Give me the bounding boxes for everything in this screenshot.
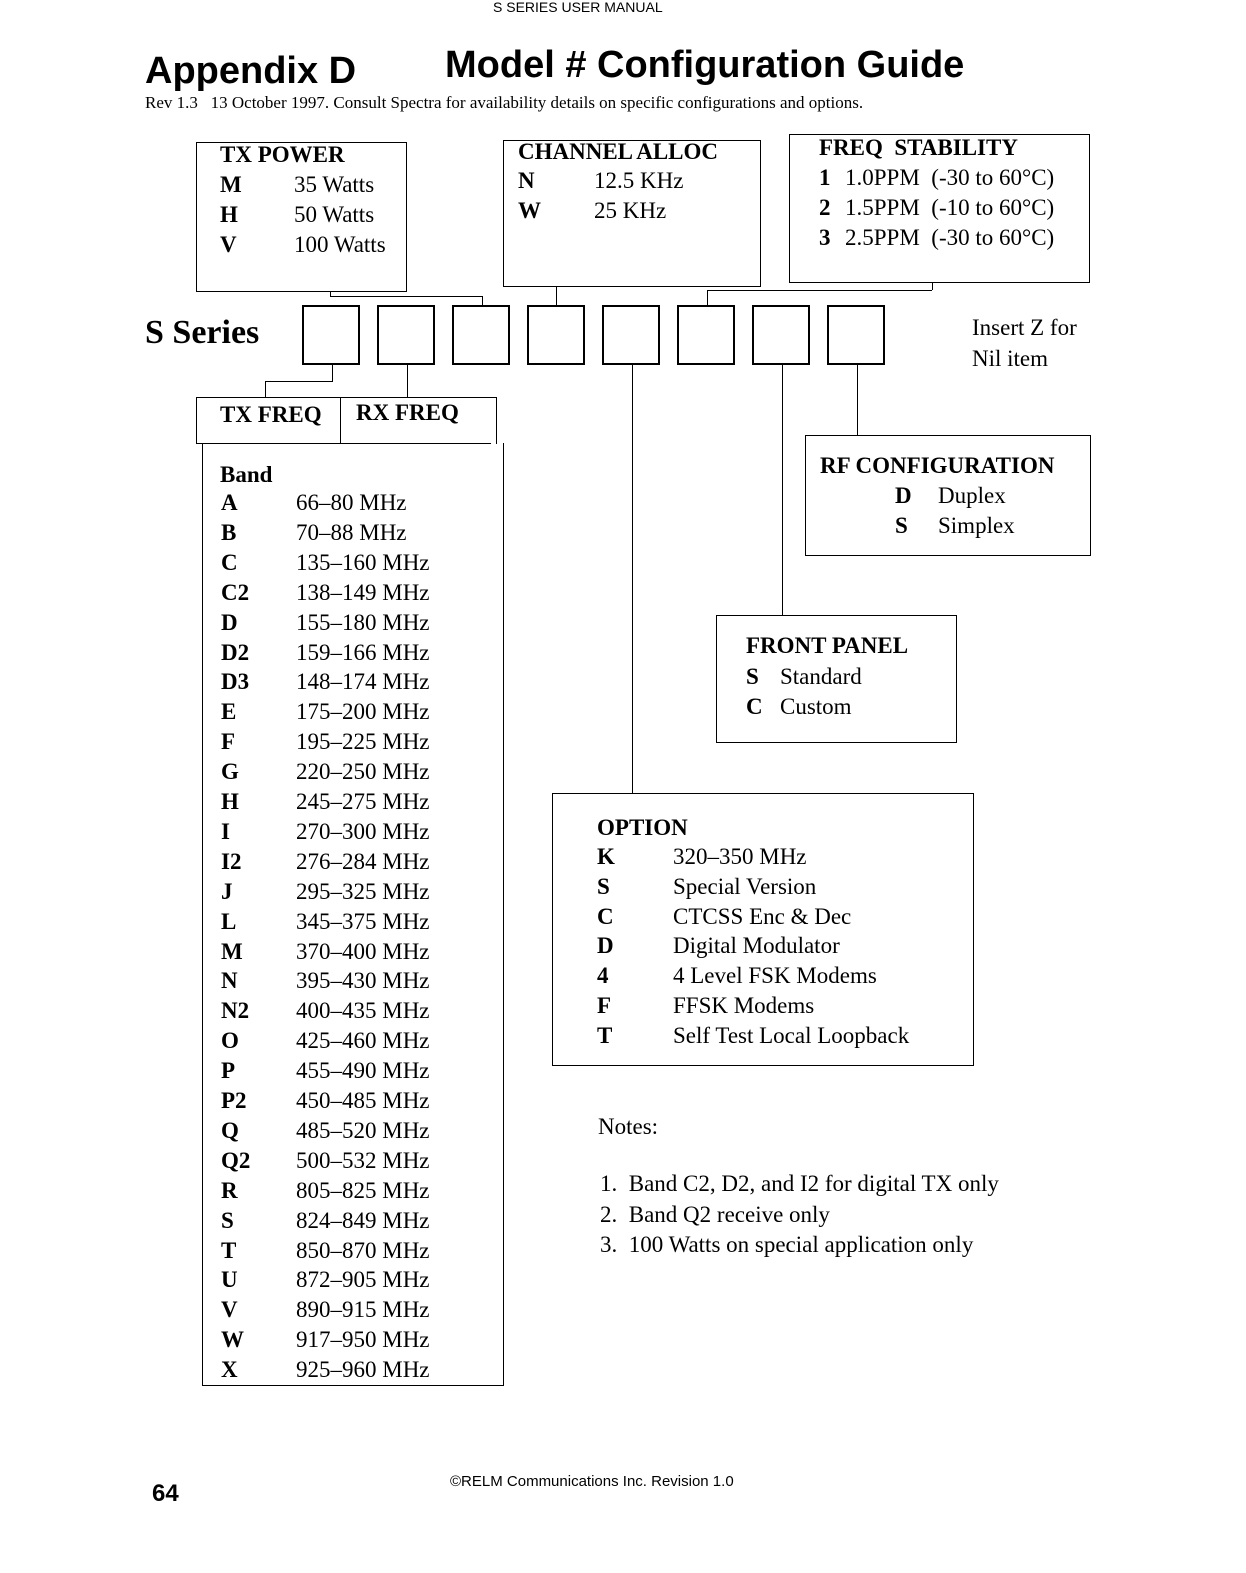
- band-range: 345–375 MHz: [296, 908, 430, 934]
- band-range: 276–284 MHz: [296, 848, 430, 874]
- band-code: X: [221, 1357, 238, 1383]
- page-number: 64: [152, 1480, 179, 1507]
- notes-title: Notes:: [598, 1114, 659, 1139]
- option-value: FFSK Modems: [673, 993, 815, 1018]
- tx-power-value: 100 Watts: [294, 232, 386, 257]
- band-code: Q2: [221, 1147, 251, 1173]
- slot-rx-freq: [377, 305, 435, 365]
- band-range: 138–149 MHz: [296, 579, 430, 605]
- option-code: S: [597, 873, 610, 899]
- rf-config-value: Duplex: [938, 483, 1006, 508]
- divider: [340, 397, 341, 443]
- option-code: K: [597, 844, 615, 869]
- band-header: Band: [220, 462, 273, 487]
- freq-stability-code: 3: [819, 225, 831, 250]
- band-range: 175–200 MHz: [296, 699, 430, 725]
- option-code: T: [597, 1022, 613, 1048]
- band-code: G: [221, 759, 239, 785]
- connector: [330, 296, 483, 297]
- tx-power-value: 50 Watts: [294, 202, 375, 227]
- option-code: C: [597, 903, 614, 929]
- band-code: T: [221, 1237, 237, 1263]
- band-range: 195–225 MHz: [296, 729, 430, 755]
- connector: [407, 365, 408, 397]
- connector: [932, 282, 933, 290]
- option-value: 4 Level FSK Modems: [673, 963, 877, 989]
- band-code: D: [221, 609, 238, 635]
- channel-alloc-title: CHANNEL ALLOC: [518, 139, 719, 164]
- series-label: S Series: [145, 314, 260, 351]
- band-code: E: [221, 699, 237, 725]
- band-range: 155–180 MHz: [296, 609, 430, 635]
- appendix-label: Appendix D: [145, 50, 357, 92]
- slot-front-panel: [752, 305, 810, 365]
- option-value: 320–350 MHz: [673, 844, 807, 869]
- freq-stability-code: 2: [819, 195, 831, 220]
- band-code: U: [221, 1267, 238, 1293]
- band-range: 148–174 MHz: [296, 669, 430, 695]
- band-code: H: [221, 789, 239, 814]
- connector: [857, 365, 858, 436]
- band-range: 850–870 MHz: [296, 1237, 430, 1263]
- option-value: Digital Modulator: [673, 933, 840, 959]
- band-code: L: [221, 908, 237, 934]
- tx-power-title: TX POWER: [220, 142, 345, 167]
- freq-stability-value: 1.0PPM (-30 to 60°C): [845, 165, 1055, 190]
- connector: [482, 296, 483, 305]
- option-value: Self Test Local Loopback: [673, 1022, 910, 1048]
- revision-note: Rev 1.3 13 October 1997. Consult Spectra for availability details on specific configurations and options.: [145, 93, 864, 112]
- band-range: 159–166 MHz: [296, 639, 430, 665]
- rf-config-value: Simplex: [938, 513, 1015, 538]
- band-code: P: [221, 1058, 236, 1084]
- band-range: 70–88 MHz: [296, 519, 407, 545]
- channel-alloc-value: 25 KHz: [594, 198, 667, 223]
- band-code: Q: [221, 1117, 239, 1143]
- band-range: 485–520 MHz: [296, 1117, 430, 1143]
- tx-power-value: 35 Watts: [294, 172, 375, 197]
- band-range: 455–490 MHz: [296, 1058, 430, 1084]
- band-code: N2: [221, 998, 250, 1024]
- band-code: R: [221, 1177, 238, 1203]
- band-range: 824–849 MHz: [296, 1207, 430, 1233]
- band-range: 220–250 MHz: [296, 759, 430, 785]
- band-range: 135–160 MHz: [296, 549, 430, 575]
- band-code: B: [221, 519, 237, 545]
- running-header: S SERIES USER MANUAL: [493, 0, 663, 15]
- connector: [265, 381, 266, 397]
- slot-rf-config: [827, 305, 885, 365]
- freq-stability-value: 2.5PPM (-30 to 60°C): [845, 225, 1055, 250]
- band-code: J: [221, 878, 233, 904]
- front-panel-code: S: [746, 664, 759, 689]
- connector: [707, 290, 708, 305]
- band-range: 295–325 MHz: [296, 878, 430, 904]
- connector: [632, 365, 633, 793]
- band-code: P2: [221, 1088, 247, 1113]
- band-range: 890–915 MHz: [296, 1297, 430, 1323]
- band-code: D2: [221, 639, 250, 665]
- slot-channel-alloc: [527, 305, 585, 365]
- rf-config-title: RF CONFIGURATION: [820, 453, 1055, 478]
- option-value: CTCSS Enc & Dec: [673, 903, 852, 929]
- band-range: 872–905 MHz: [296, 1267, 430, 1293]
- option-code: 4: [597, 963, 609, 989]
- slot-option: [602, 305, 660, 365]
- band-code: N: [221, 968, 238, 994]
- band-range: 370–400 MHz: [296, 938, 430, 964]
- front-panel-value: Custom: [780, 694, 852, 719]
- slot-tx-freq: [302, 305, 360, 365]
- connector: [265, 381, 332, 382]
- option-code: D: [597, 933, 614, 959]
- connector: [556, 286, 557, 305]
- freq-stability-code: 1: [819, 165, 831, 190]
- rf-config-code: S: [895, 513, 908, 538]
- page-title: Model # Configuration Guide: [445, 44, 965, 86]
- band-range: 425–460 MHz: [296, 1028, 430, 1054]
- option-value: Special Version: [673, 873, 817, 899]
- freq-stability-title: FREQ STABILITY: [819, 135, 1018, 160]
- slot-tx-power: [452, 305, 510, 365]
- copyright: ©RELM Communications Inc. Revision 1.0: [450, 1473, 734, 1490]
- note-2: 2. Band Q2 receive only: [600, 1202, 830, 1227]
- option-title: OPTION: [597, 815, 688, 840]
- band-code: S: [221, 1207, 234, 1233]
- option-code: F: [597, 993, 612, 1018]
- band-range: 917–950 MHz: [296, 1327, 430, 1353]
- band-range: 805–825 MHz: [296, 1177, 430, 1203]
- band-code: F: [221, 729, 236, 755]
- insert-note-line1: Insert Z for: [972, 315, 1077, 340]
- band-range: 66–80 MHz: [296, 490, 407, 515]
- front-panel-value: Standard: [780, 664, 862, 689]
- channel-alloc-code: N: [518, 168, 535, 193]
- band-range: 270–300 MHz: [296, 818, 430, 844]
- band-range: 395–430 MHz: [296, 968, 430, 994]
- band-code: C2: [221, 579, 250, 605]
- band-code: O: [221, 1028, 239, 1054]
- insert-note-line2: Nil item: [972, 346, 1049, 371]
- tx-power-code: M: [220, 172, 242, 197]
- rf-config-code: D: [895, 483, 912, 508]
- band-code: C: [221, 549, 238, 575]
- channel-alloc-code: W: [518, 198, 541, 223]
- rx-freq-header: RX FREQ: [356, 400, 459, 425]
- tx-freq-header: TX FREQ: [220, 402, 322, 427]
- freq-stability-value: 1.5PPM (-10 to 60°C): [845, 195, 1055, 220]
- band-code: A: [221, 490, 238, 515]
- band-range: 450–485 MHz: [296, 1088, 430, 1113]
- band-code: D3: [221, 669, 250, 695]
- band-range: 925–960 MHz: [296, 1357, 430, 1383]
- note-1: 1. Band C2, D2, and I2 for digital TX only: [600, 1171, 999, 1196]
- tx-power-code: V: [220, 232, 237, 257]
- band-range: 400–435 MHz: [296, 998, 430, 1024]
- band-range: 245–275 MHz: [296, 789, 430, 814]
- connector: [782, 365, 783, 615]
- band-code: V: [221, 1297, 238, 1323]
- tx-power-code: H: [220, 202, 238, 227]
- front-panel-title: FRONT PANEL: [746, 633, 909, 658]
- band-code: M: [221, 938, 243, 964]
- channel-alloc-value: 12.5 KHz: [594, 168, 684, 193]
- connector: [707, 290, 932, 291]
- connector: [332, 365, 333, 382]
- slot-freq-stability: [677, 305, 735, 365]
- front-panel-code: C: [746, 694, 763, 719]
- note-3: 3. 100 Watts on special application only: [600, 1232, 974, 1257]
- band-code: W: [221, 1327, 244, 1353]
- band-range: 500–532 MHz: [296, 1147, 430, 1173]
- band-code: I2: [221, 848, 242, 874]
- band-code: I: [221, 818, 230, 844]
